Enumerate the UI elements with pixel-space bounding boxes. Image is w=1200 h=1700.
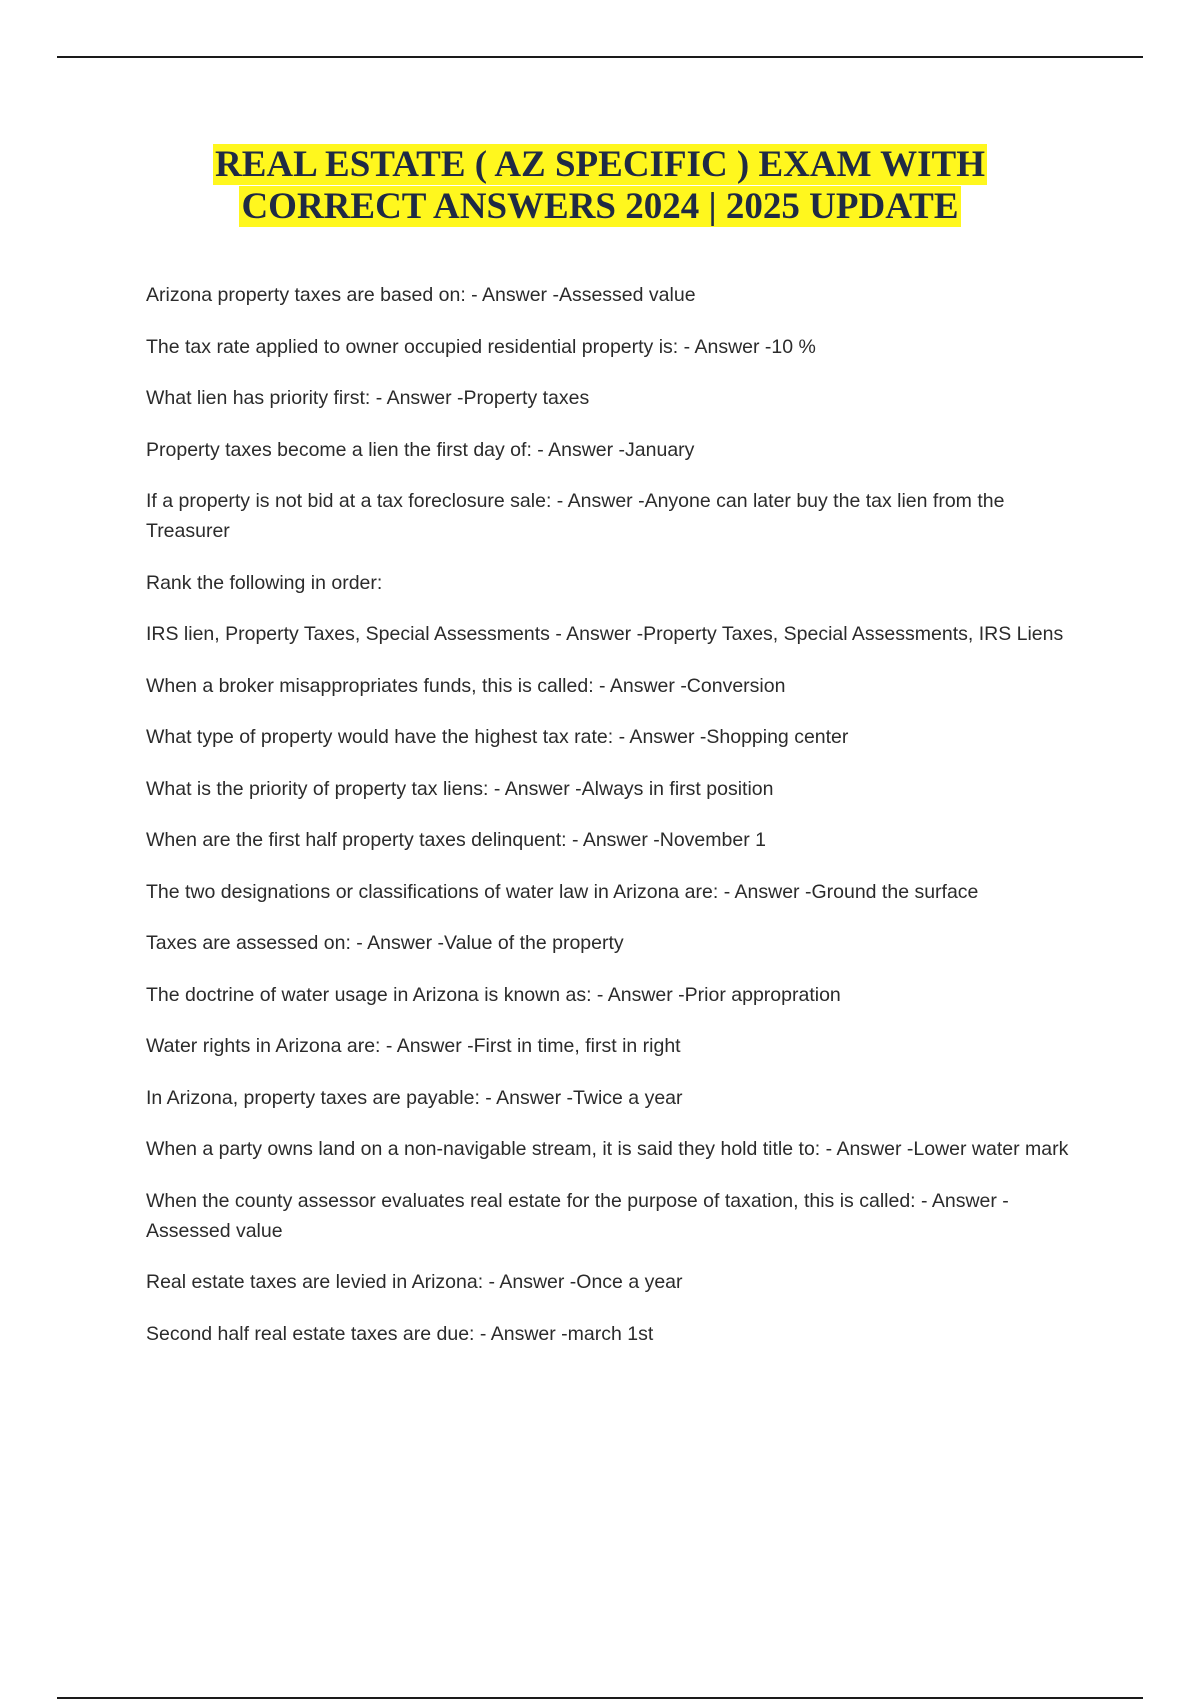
- qa-item: In Arizona, property taxes are payable: - Answer -Twice a year: [146, 1086, 683, 1109]
- qa-item: Taxes are assessed on: - Answer -Value of the property: [146, 932, 624, 954]
- qa-item: Second half real estate taxes are due: - Answer -march 1st: [146, 1322, 654, 1345]
- top-rule: [57, 56, 1143, 58]
- qa-item: If a property is not bid at a tax foreclosure sale: - Answer -Anyone can later buy the tax lien from the Treasurer: [146, 490, 1005, 542]
- qa-item: What type of property would have the highest tax rate: - Answer -Shopping center: [146, 726, 849, 748]
- qa-item: The doctrine of water usage in Arizona is known as: - Answer -Prior appropration: [146, 983, 841, 1006]
- title-line-2: CORRECT ANSWERS 2024 | 2025 UPDATE: [241, 186, 959, 227]
- qa-item: What is the priority of property tax liens: - Answer -Always in first position: [146, 777, 774, 800]
- qa-item: Real estate taxes are levied in Arizona: - Answer -Once a year: [146, 1271, 683, 1293]
- qa-item: What lien has priority first: - Answer -Property taxes: [146, 387, 590, 409]
- document-title: [100, 144, 1100, 228]
- qa-item: When a broker misappropriates funds, this is called: - Answer -Conversion: [146, 674, 786, 697]
- qa-item: The two designations or classifications of water law in Arizona are: - Answer -Ground the surface: [146, 880, 979, 903]
- qa-item: IRS lien, Property Taxes, Special Assessments - Answer -Property Taxes, Special Assessments, IRS Liens: [146, 623, 1064, 645]
- qa-item: Rank the following in order:: [146, 571, 383, 594]
- qa-item: The tax rate applied to owner occupied residential property is: - Answer -10 %: [146, 335, 816, 358]
- qa-item: When a party owns land on a non-navigable stream, it is said they hold title to: - Answer -Lower water mark: [146, 1138, 1069, 1160]
- qa-item: Water rights in Arizona are: - Answer -First in time, first in right: [146, 1035, 681, 1057]
- qa-item: When the county assessor evaluates real estate for the purpose of taxation, this is called: - Answer - Assessed value: [146, 1189, 1009, 1242]
- qa-item: When are the first half property taxes delinquent: - Answer -November 1: [146, 829, 766, 851]
- qa-item: Property taxes become a lien the first day of: - Answer -January: [146, 438, 695, 461]
- title-line-1: REAL ESTATE ( AZ SPECIFIC ) EXAM WITH: [215, 144, 985, 185]
- bottom-rule: [57, 1697, 1143, 1699]
- qa-item: Arizona property taxes are based on: - Answer -Assessed value: [146, 284, 696, 306]
- question-answer-list: [146, 280, 1071, 1370]
